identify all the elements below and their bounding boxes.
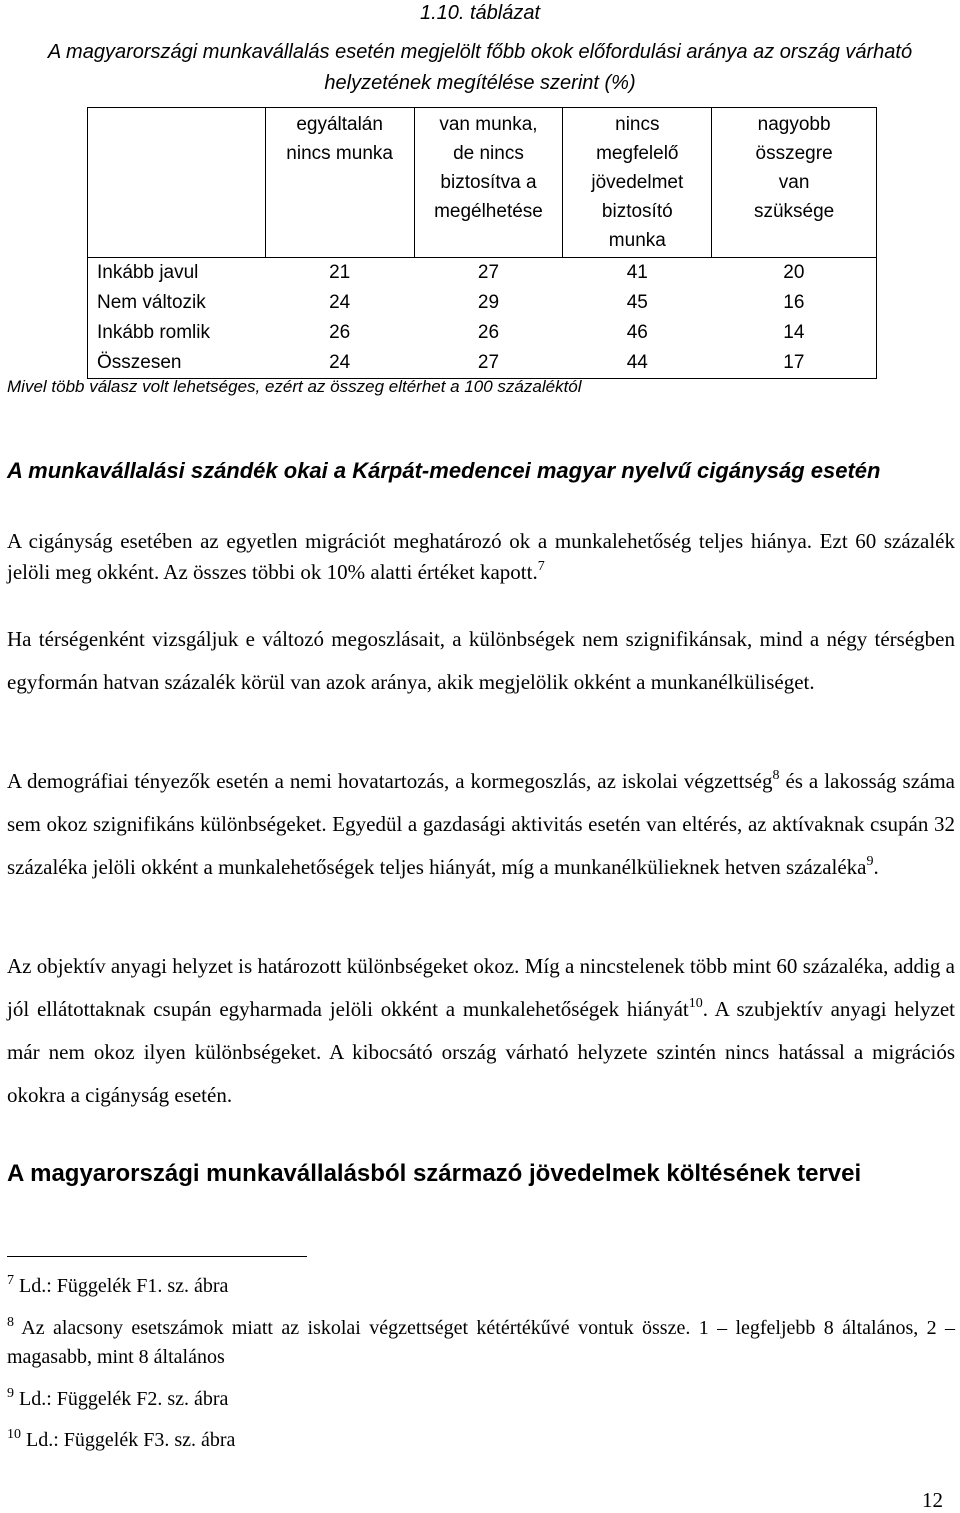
table-cell: 21 [329, 262, 351, 283]
footnote-ref: 8 [772, 768, 780, 783]
table-cell: 16 [712, 288, 877, 318]
table-cell: 41 [626, 262, 648, 283]
table-number: 1.10. táblázat [419, 2, 541, 24]
footnote: $^{10}$ Ld.: Függelék F3. sz. ábra [7, 1427, 236, 1451]
row-label: Összesen [88, 348, 266, 379]
table-cell: 24 [265, 348, 414, 379]
header-corner-cell [88, 108, 266, 258]
row-label: Inkább romlik [88, 318, 266, 348]
footnote-number: 7 [7, 1273, 14, 1288]
table-cell: 45 [626, 292, 648, 313]
paragraph: Az objektív anyagi helyzet is határozott különbségeket okoz. Míg a nincstelenek több mint 60 százaléka, addig a jól ellátottaknak csupán egyharmada jelöli okként a munkalehetőségek hiányát$^{10}$. A szubjektív anyagi helyzet már nem okoz ilyen különbségeket. A kibocsátó ország várható helyzete szintén nincs hatással a migrációs okokra a cigányság esetén. [7, 954, 955, 1107]
table-cell: 24 [329, 292, 351, 313]
section-title: A munkavállalási szándék okai a Kárpát-medencei magyar nyelvű cigányság esetén [7, 458, 881, 483]
row-label: Nem változik [88, 288, 266, 318]
footnote-number: 9 [7, 1386, 14, 1401]
table-cell: 20 [712, 258, 877, 289]
table-cell: 27 [414, 348, 563, 379]
header-col-2: van munka, de nincs biztosítva a megélhetése [414, 108, 563, 258]
paragraph: A demográfiai tényezők esetén a nemi hovatartozás, a kormegoszlás, az iskolai végzettség$^8$ és a lakosság száma sem okoz szignifikáns különbségeket. Egyedül a gazdasági aktivitás esetén van eltérés, az aktívaknak csupán 32 százaléka jelöli okként a munkalehetőségek teljes hiányát, míg a munkanélkülieknek hetven százaléka$^9$. [7, 768, 955, 879]
table-header-row [88, 108, 877, 258]
table-cell: 26 [477, 322, 500, 343]
footnote-number: 10 [7, 1427, 21, 1442]
table-cell: 17 [712, 348, 877, 379]
footnote-ref: 7 [537, 559, 545, 574]
table-row [88, 258, 877, 289]
footnote: $^7$ Ld.: Függelék F1. sz. ábra [7, 1273, 229, 1297]
table-cell: 44 [563, 348, 712, 379]
table-row [88, 288, 877, 318]
table-note: Mivel több válasz volt lehetséges, ezért az összeg eltérhet a 100 százaléktól [7, 377, 582, 396]
row-label: Inkább javul [88, 258, 266, 289]
footnote-ref: 10 [688, 996, 703, 1011]
header-col-4: nagyobb összegre van szüksége [712, 108, 877, 258]
data-table [87, 107, 877, 379]
footnote-ref: 9 [866, 854, 874, 869]
next-section-heading: A magyarországi munkavállalásból származó jövedelmek költésének tervei [7, 1160, 862, 1187]
table-title: A magyarországi munkavállalás esetén megjelölt főbb okok előfordulási aránya az ország várható helyzetének megítélése szerint (%) [47, 41, 913, 94]
header-col-1: egyáltalán nincs munka [265, 108, 414, 258]
footnote: $^8$ Az alacsony esetszámok miatt az iskolai végzettséget kétértékűvé vontuk össze. 1 – legfeljebb 8 általános, 2 – magasabb, mint 8 általános [7, 1315, 955, 1368]
table-cell: 26 [329, 322, 351, 343]
table-cell: 46 [626, 322, 648, 343]
paragraph: Ha térségenként vizsgáljuk e változó megoszlásait, a különbségek nem szignifikánsak, mind a négy térségben egyformán hatvan százalék körül van azok aránya, akik megjelölik okként a munkanélküliséget. [7, 627, 955, 694]
table-row-total [88, 348, 877, 379]
paragraph: A cigányság esetében az egyetlen migrációt meghatározó ok a munkalehetőség teljes hiánya. Ezt 60 százalék jelöli meg okként. Az összes többi ok 10% alatti értéket kapott.$^7$ [7, 529, 955, 584]
footnote: $^9$ Ld.: Függelék F2. sz. ábra [7, 1386, 229, 1410]
footnote-number: 8 [7, 1315, 14, 1330]
footnote-divider [7, 1256, 307, 1257]
table-row [88, 318, 877, 348]
table-cell: 27 [477, 262, 500, 283]
table-cell: 29 [477, 292, 500, 313]
header-col-3: nincs megfelelő jövedelmet biztosító munka [563, 108, 712, 258]
page-number: 12 [922, 1488, 943, 1512]
table-cell: 14 [712, 318, 877, 348]
